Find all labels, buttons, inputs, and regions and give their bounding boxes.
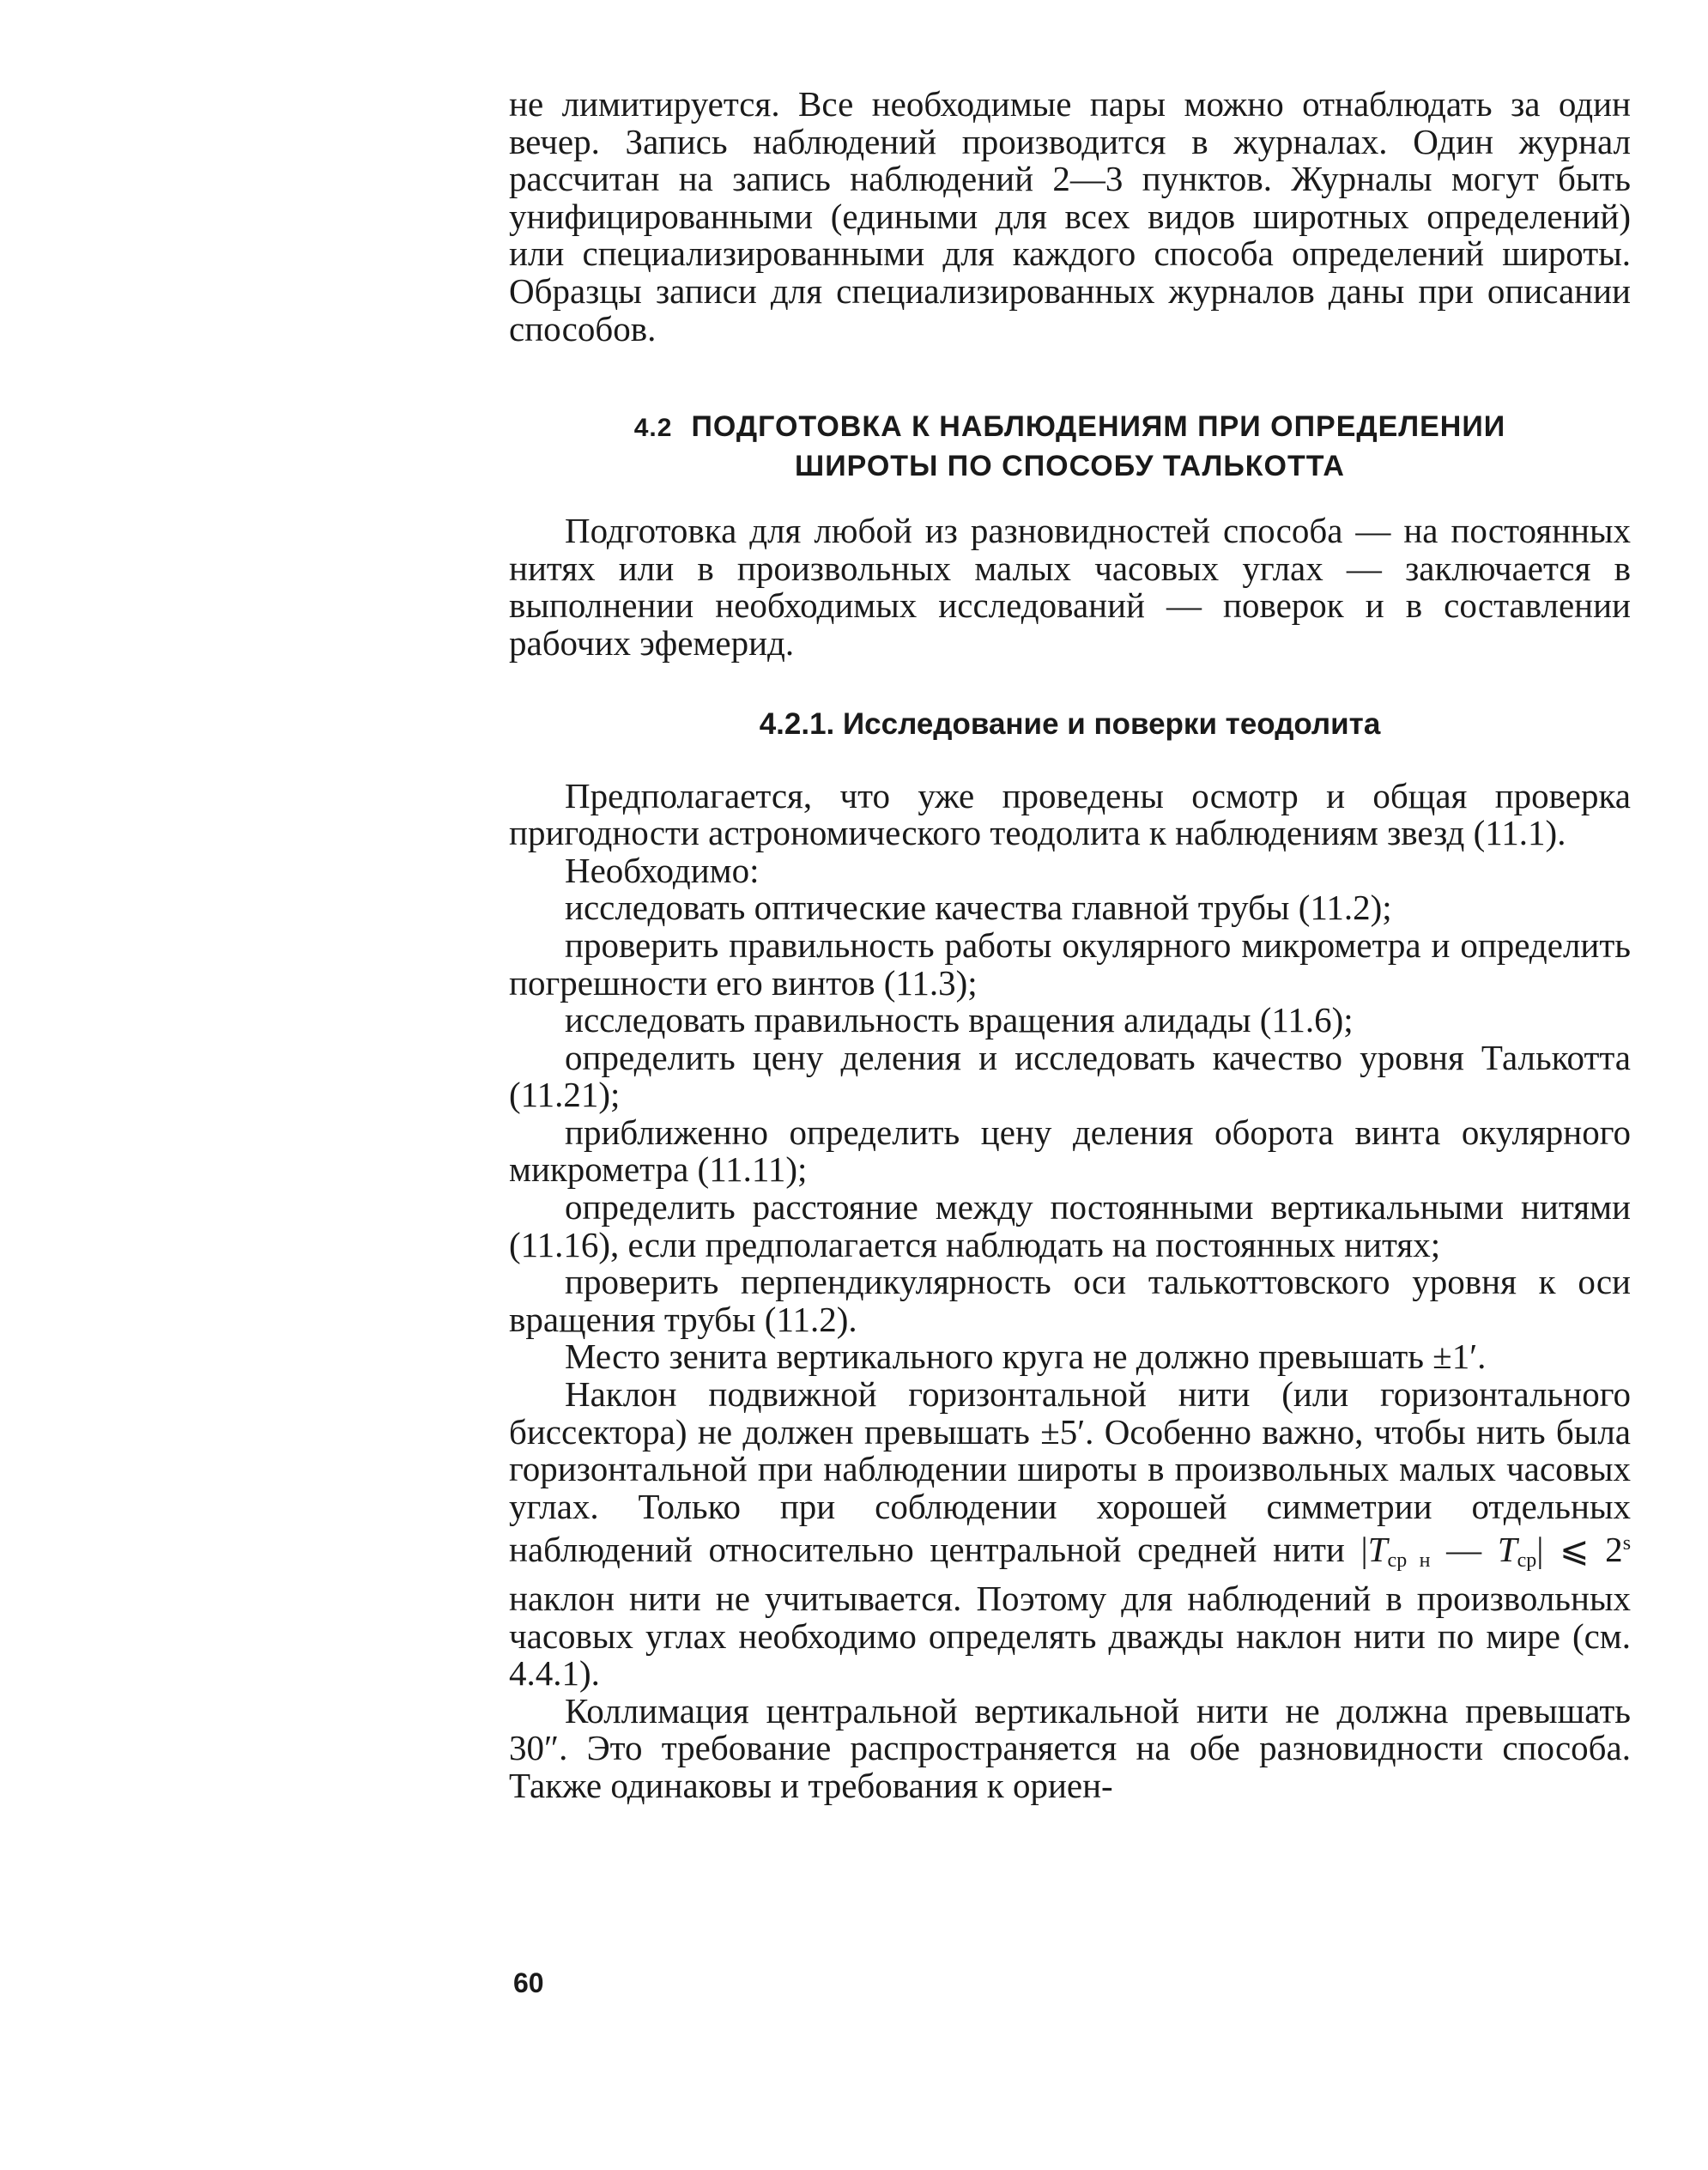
- tilt-symbol-t1: T: [1367, 1530, 1388, 1570]
- tilt-text-part2: наклон нити не учитывается. Поэтому для наблюдений в произвольных часовых углах необходимо определять дважды наклон нити по мире (см. 4.4.1).: [509, 1579, 1631, 1694]
- zenith-paragraph: Место зенита вертикального круга не должно превышать ±1′.: [565, 1337, 1487, 1377]
- tilt-paragraph: [509, 1376, 1631, 1693]
- list-item: исследовать оптические качества главной трубы (11.2);: [565, 888, 1392, 928]
- necessary-label: Необходимо:: [565, 850, 760, 890]
- collimation-paragraph: Коллимация центральной вертикальной нити не должна превышать 30″. Это требование распространяется на обе разновидности способа. Также одинаковы и требования к ориен-: [509, 1690, 1631, 1805]
- tilt-subscript2: ср: [1517, 1549, 1537, 1573]
- list-item: определить расстояние между постоянными вертикальными нитями (11.16), если предполагается наблюдать на постоянных нитях;: [509, 1187, 1631, 1264]
- list-item: проверить правильность работы окулярного микрометра и определить погрешности его винтов (11.3);: [509, 924, 1631, 1003]
- section-title-line2: ШИРОТЫ ПО СПОСОБУ ТАЛЬКОТТА: [795, 450, 1345, 483]
- tilt-symbol-t2: T: [1497, 1530, 1517, 1570]
- section-title-line1: ПОДГОТОВКА К НАБЛЮДЕНИЯМ ПРИ ОПРЕДЕЛЕНИИ: [691, 410, 1506, 444]
- page-number: 60: [513, 1967, 544, 1998]
- subsection-intro: Предполагается, что уже проведены осмотр и общая проверка пригодности астрономического теодолита к наблюдениям звезд (11.1).: [509, 775, 1631, 853]
- list-item: проверить перпендикулярность оси талькоттовского уровня к оси вращения трубы (11.2).: [509, 1262, 1631, 1339]
- section-paragraph: Подготовка для любой из разновидностей способа — на постоянных нитях или в произвольных малых часовых углах — заключается в выполнении необходимых исследований — поверок и в составлении рабочих эфемерид.: [509, 511, 1631, 663]
- tilt-superscript: s: [1622, 1532, 1632, 1555]
- intro-paragraph: не лимитируется. Все необходимые пары можно отнаблюдать за один вечер. Запись наблюдений производится в журналах. Один журнал рассчитан на запись наблюдений 2—3 пунктов. Журналы могут быть унифицированными (едиными для всех видов широтных определений) или специализированными для каждого способа определений широты. Образцы записи для специализированных журналов даны при описании способов.: [509, 84, 1631, 349]
- tilt-dash: —: [1430, 1530, 1498, 1570]
- list-item: исследовать правильность вращения алидады (11.6);: [565, 1000, 1354, 1040]
- page-body: [509, 86, 1631, 1805]
- section-number: 4.2: [633, 414, 673, 443]
- tilt-text-part1: Наклон подвижной горизонтальной нити (или горизонтального биссектора) не должен превышать ±5′. Особенно важно, чтобы нить была горизонтальной при наблюдении широты в произвольных малых часовых углах. Только при соблюдении хорошей симметрии отдельных наблюдений относительно центральной средней нити |: [509, 1374, 1631, 1570]
- list-item: определить цену деления и исследовать качество уровня Талькотта (11.21);: [509, 1037, 1631, 1115]
- tilt-inequality: | ⩽ 2: [1536, 1530, 1623, 1570]
- tilt-subscript1: ср н: [1387, 1549, 1431, 1573]
- section-heading: [509, 408, 1631, 485]
- subsection-title: 4.2.1. Исследование и поверки теодолита: [759, 706, 1381, 741]
- list-item: приближенно определить цену деления оборота винта окулярного микрометра (11.11);: [509, 1112, 1631, 1190]
